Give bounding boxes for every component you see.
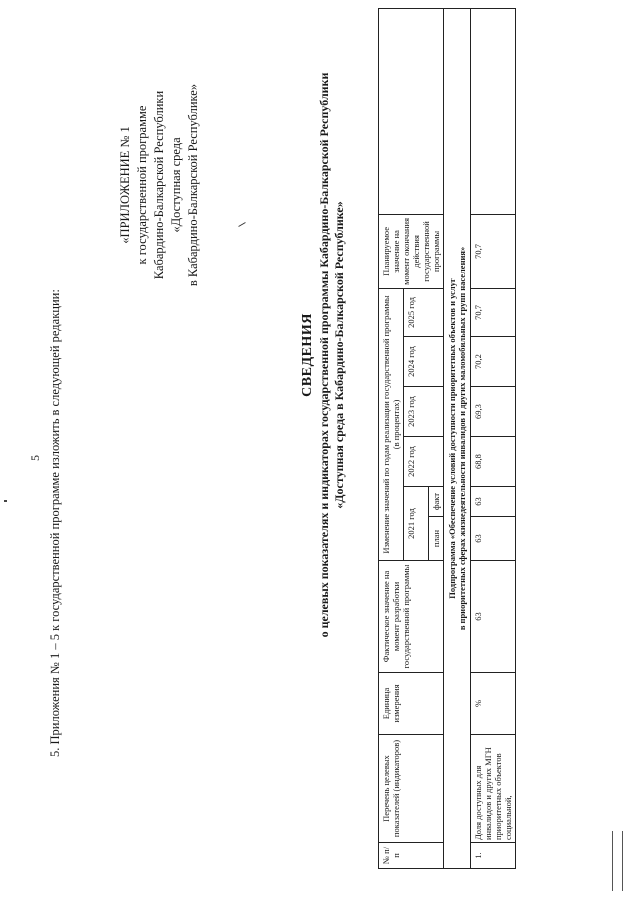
document-title	[300, 5, 347, 705]
cell-unit: %	[471, 673, 516, 735]
header-num: № п/п	[379, 843, 444, 869]
footer-rule	[622, 831, 623, 891]
scan-tick-mark	[238, 222, 245, 227]
indicators-table-wrapper	[378, 9, 516, 869]
cell-actual: 63	[471, 561, 516, 673]
title-line: «Доступная среда в Кабардино-Балкарской Республике»	[332, 201, 346, 509]
subprogram-title	[444, 8, 471, 868]
header-plan: план	[429, 517, 444, 561]
cell-fact-2021: 63	[471, 487, 516, 517]
table-row	[471, 8, 516, 868]
subprogram-row	[444, 8, 471, 868]
header-year-2025: 2025 год	[404, 288, 444, 336]
cell-spacer	[471, 8, 516, 214]
header-change-by-year: Изменение значений по годам реализации государственной программы (в процентах)	[379, 288, 404, 560]
header-year-2023: 2023 год	[404, 387, 444, 437]
header-indicator-name: Перечень целевых показателей (индикаторов)	[379, 735, 444, 843]
appendix-title: «ПРИЛОЖЕНИЕ № 1	[118, 126, 132, 244]
header-spacer	[379, 8, 444, 214]
cell-num: 1.	[471, 843, 516, 869]
appendix-line: в Кабардино-Балкарской Республике»	[186, 83, 200, 287]
appendix-line: к государственной программе	[135, 105, 149, 265]
cell-2023: 69,3	[471, 387, 516, 437]
cell-2022: 68,8	[471, 437, 516, 487]
cell-plan-2021: 63	[471, 517, 516, 561]
header-planned-value: Планируемое значение на момент окончания действия государственной программы	[379, 214, 444, 288]
page-number: 5	[28, 455, 42, 461]
scan-mark	[4, 500, 7, 502]
subprogram-line: Подпрограмма «Обеспечение условий доступности приоритетных объектов и услуг	[447, 278, 457, 599]
title-line: о целевых показателях и индикаторах государственной программы Кабардино-Балкарской Республики	[317, 72, 331, 638]
title-heading: СВЕДЕНИЯ	[300, 313, 315, 397]
intro-text: 5. Приложения № 1 – 5 к государственной программе изложить в следующей редакции:	[48, 289, 62, 757]
header-year-2024: 2024 год	[404, 337, 444, 387]
appendix-line: Кабардино-Балкарской Республики	[152, 90, 166, 280]
header-unit: Единица измерения	[379, 673, 444, 735]
cell-planned: 70,7	[471, 214, 516, 288]
header-year-2022: 2022 год	[404, 437, 444, 487]
cell-indicator-name: Доля доступных для инвалидов и других МГН приоритетных объектов социальной,	[471, 735, 516, 843]
appendix-line: «Доступная среда	[169, 137, 183, 233]
appendix-heading	[117, 45, 202, 325]
cell-2024: 70,2	[471, 337, 516, 387]
cell-2025: 70,7	[471, 288, 516, 336]
subprogram-line: в приоритетных сферах жизнедеятельности инвалидов и других маломобильных групп населения»	[457, 246, 467, 631]
header-year-2021: 2021 год	[404, 487, 429, 561]
header-fact: факт	[429, 487, 444, 517]
footer-rule	[612, 831, 613, 891]
header-actual-value: Фактическое значение на момент разработки государственной программы	[379, 561, 444, 673]
indicators-table	[378, 8, 516, 869]
